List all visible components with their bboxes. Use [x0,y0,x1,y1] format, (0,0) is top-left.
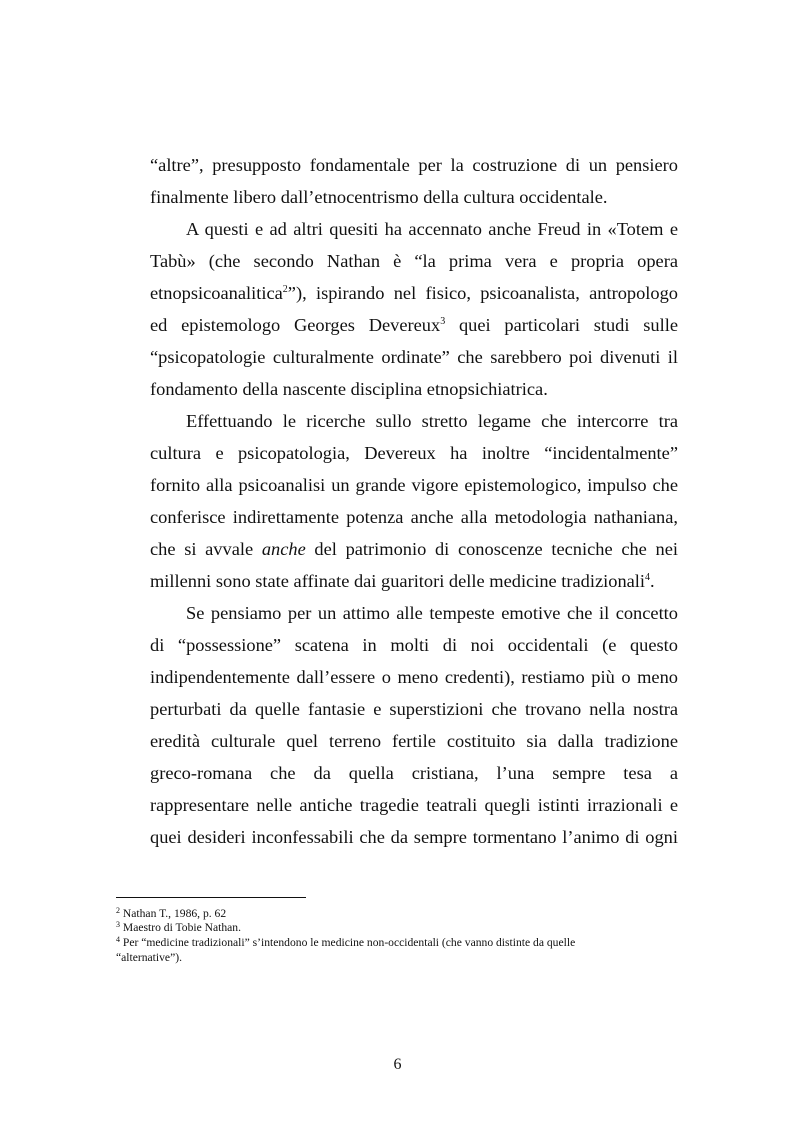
footnote-text: Nathan T., 1986, p. 62 [120,907,227,920]
body-line [150,570,678,592]
footnote-mark: 2 [116,906,120,915]
emphasis-text: anche [261,539,306,559]
body-line [150,538,678,560]
body-line: cultura e psicopatologia, Devereux ha inoltre “incidentalmente” [150,443,678,463]
footnote-ref-2: 2 [282,284,288,295]
body-text: . [650,571,655,591]
body-line: conferisce indirettamente potenza anche alla metodologia nathaniana, [150,507,678,527]
footnote-ref-3: 3 [440,316,446,327]
body-line: finalmente libero dall’etnocentrismo della cultura occidentale. [150,187,608,207]
body-line: perturbati da quelle fantasie e superstizioni che trovano nella nostra [150,699,678,719]
body-line: rappresentare nelle antiche tragedie teatrali quegli istinti irrazionali e [150,795,678,815]
footnote-text: Per “medicine tradizionali” s’intendono le medicine non-occidentali (che vanno distinte da quelle [120,936,576,949]
body-line: Effettuando le ricerche sullo stretto legame che intercorre tra [186,411,678,431]
body-text: ”), ispirando nel fisico, psicoanalista, antropologo [287,283,678,303]
body-line: A questi e ad altri quesiti ha accennato anche Freud in «Totem e [186,219,678,239]
body-text: che si avvale [150,539,262,559]
body-line [150,282,678,304]
body-line: quei desideri inconfessabili che da sempre tormentano l’animo di ogni [150,827,678,847]
footnote-text: Maestro di Tobie Nathan. [120,921,242,934]
body-line: Tabù» (che secondo Nathan è “la prima vera e propria opera [150,251,678,271]
footnote-mark: 4 [116,935,120,944]
body-text: del patrimonio di conoscenze tecniche che nei [305,539,678,559]
body-line: fornito alla psicoanalisi un grande vigore epistemologico, impulso che [150,475,678,495]
footnote-3 [116,921,676,934]
body-line: “altre”, presupposto fondamentale per la costruzione di un pensiero [150,155,678,175]
footnote-mark: 3 [116,920,120,929]
footnote-text: “alternative”). [116,951,182,964]
body-line: di “possessione” scatena in molti di noi occidentali (e questo [150,635,678,655]
page-number: 6 [393,1056,402,1073]
body-line: greco-romana che da quella cristiana, l’una sempre tesa a [150,763,678,783]
footnote-ref-4: 4 [645,572,651,583]
body-text: quei particolari studi sulle [445,315,678,335]
body-line: Se pensiamo per un attimo alle tempeste emotive che il concetto [186,603,678,623]
footnote-4 [116,936,676,949]
body-line: fondamento della nascente disciplina etnopsichiatrica. [150,379,548,399]
footnote-4-continued [116,951,676,964]
body-text: etnopsicoanalitica [150,283,283,303]
body-line: eredità culturale quel terreno fertile costituito sia dalla tradizione [150,731,678,751]
body-line [150,314,678,336]
body-line: “psicopatologie culturalmente ordinate” che sarebbero poi divenuti il [150,347,678,367]
footnote-separator [116,897,306,898]
body-text: ed epistemologo Georges Devereux [150,315,441,335]
body-line: indipendentemente dall’essere o meno credenti), restiamo più o meno [150,667,678,687]
footnote-2 [116,907,676,920]
body-text: millenni sono state affinate dai guaritori delle medicine tradizionali [150,571,646,591]
